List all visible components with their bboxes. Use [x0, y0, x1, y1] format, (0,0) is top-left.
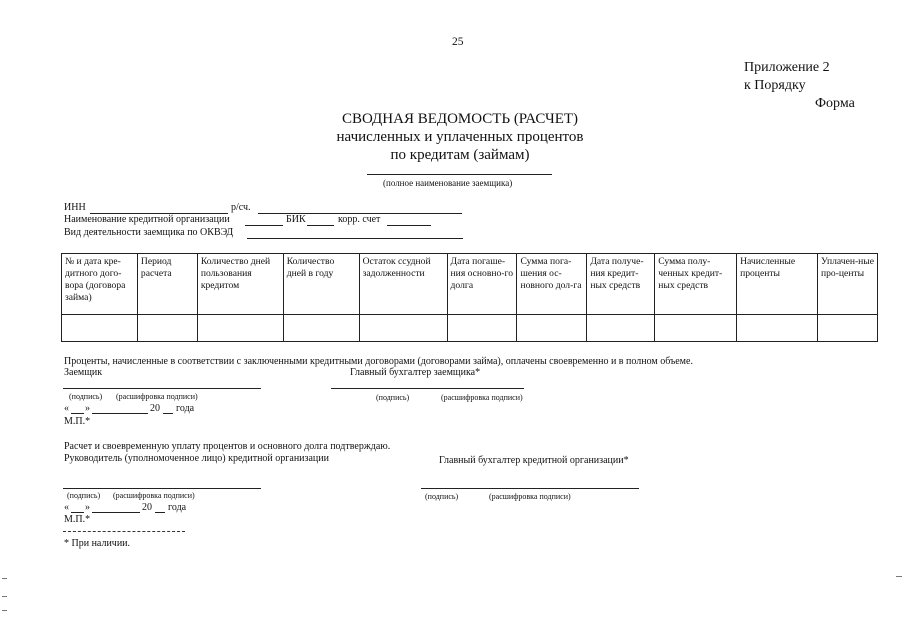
page-number: 25	[452, 36, 464, 48]
table-cell	[359, 315, 447, 342]
table-header-cell: Остаток ссудной задолженности	[359, 254, 447, 315]
bank-accountant-sign-caption: (подпись)	[425, 492, 459, 501]
borrower-name-line	[367, 174, 552, 175]
scan-edge-mark	[2, 596, 7, 597]
table-cell	[197, 315, 283, 342]
bank-name-line	[245, 225, 283, 226]
statement-paid: Проценты, начисленные в соответствии с заключенными кредитными договорами (договорами займа), оплачены своевременно и в полном объеме.	[64, 356, 693, 367]
table-header-cell: Дата получе-ния кредит-ных средств	[587, 254, 655, 315]
table-cell	[587, 315, 655, 342]
okved-line	[247, 238, 463, 239]
bank-head-sign-caption: (подпись)	[67, 491, 101, 500]
okved-label: Вид деятельности заемщика по ОКВЭД	[64, 227, 234, 238]
borrower-year-line	[163, 413, 173, 414]
borrower-accountant-signature-line	[331, 388, 524, 389]
table-header-cell: Количество дней пользования кредитом	[197, 254, 283, 315]
appendix-line-1: Приложение 2	[744, 60, 830, 75]
inn-label: ИНН	[64, 202, 86, 213]
borrower-name-caption: (полное наименование заемщика)	[383, 178, 513, 188]
bank-year-prefix: 20	[142, 502, 152, 513]
bik-line	[307, 225, 334, 226]
bank-year-suffix: года	[168, 502, 187, 513]
borrower-signature-line	[63, 388, 261, 389]
table-cell	[818, 315, 878, 342]
corr-account-label: корр. счет	[338, 214, 381, 225]
table-row	[62, 315, 878, 342]
table-header-cell: Уплачен-ные про-центы	[818, 254, 878, 315]
borrower-date-open-quote: «	[64, 403, 69, 414]
borrower-stamp: М.П.*	[64, 416, 91, 427]
document-title: СВОДНАЯ ВЕДОМОСТЬ (РАСЧЕТ)	[341, 111, 579, 127]
borrower-month-line	[92, 413, 148, 414]
borrower-day-line	[71, 413, 84, 414]
table-cell	[62, 315, 138, 342]
table-header-row	[62, 254, 878, 315]
table-header-cell: Количество дней в году	[283, 254, 359, 315]
bank-head-label: Руководитель (уполномоченное лицо) кредитной организации	[64, 453, 329, 464]
borrower-label: Заемщик	[64, 367, 103, 378]
bank-chief-accountant-label: Главный бухгалтер кредитной организации*	[439, 455, 629, 466]
table-header-cell: Сумма полу-ченных кредит-ных средств	[655, 254, 737, 315]
borrower-chief-accountant-label: Главный бухгалтер заемщика*	[350, 367, 481, 378]
scan-edge-mark	[2, 578, 7, 579]
borrower-accountant-decode-caption: (расшифровка подписи)	[441, 393, 523, 402]
bank-month-line	[92, 512, 140, 513]
table-header-cell: Начисленные проценты	[737, 254, 818, 315]
table-cell	[283, 315, 359, 342]
table-cell	[737, 315, 818, 342]
table-header-cell: Дата погаше-ния основно-го долга	[447, 254, 517, 315]
corr-account-line	[387, 225, 431, 226]
footnote: * При наличии.	[64, 538, 131, 549]
interest-table	[61, 253, 878, 342]
bank-year-line	[155, 512, 165, 513]
bank-accountant-decode-caption: (расшифровка подписи)	[489, 492, 571, 501]
scan-edge-mark	[896, 576, 902, 577]
document-subtitle-2: по кредитам (займам)	[390, 147, 530, 163]
document-subtitle-1: начисленных и уплаченных процентов	[336, 129, 584, 145]
table-cell	[655, 315, 737, 342]
table-cell	[137, 315, 197, 342]
bank-date-close-quote: »	[85, 502, 90, 513]
borrower-sign-caption: (подпись)	[69, 392, 103, 401]
table-cell	[447, 315, 517, 342]
table-header-cell: № и дата кре-дитного дого-вора (договора займа)	[62, 254, 138, 315]
scan-edge-mark	[2, 610, 7, 611]
table-cell	[517, 315, 587, 342]
footnote-separator	[63, 531, 185, 532]
bank-accountant-signature-line	[421, 488, 639, 489]
borrower-decode-caption: (расшифровка подписи)	[116, 392, 198, 401]
borrower-year-prefix: 20	[150, 403, 160, 414]
borrower-accountant-sign-caption: (подпись)	[376, 393, 410, 402]
borrower-year-suffix: года	[176, 403, 195, 414]
borrower-date-close-quote: »	[85, 403, 90, 414]
account-label: р/сч.	[231, 202, 251, 213]
appendix-line-2: к Порядку	[744, 78, 806, 93]
table-header-cell: Сумма пога-шения ос-новного дол-га	[517, 254, 587, 315]
bank-head-signature-line	[63, 488, 261, 489]
table-header-cell: Период расчета	[137, 254, 197, 315]
bank-name-label: Наименование кредитной организации	[64, 214, 230, 225]
bank-day-line	[71, 512, 84, 513]
bank-head-decode-caption: (расшифровка подписи)	[113, 491, 195, 500]
bank-stamp: М.П.*	[64, 514, 91, 525]
appendix-form-label: Форма	[815, 96, 855, 111]
bank-date-open-quote: «	[64, 502, 69, 513]
bik-label: БИК	[286, 214, 306, 225]
statement-confirm: Расчет и своевременную уплату процентов и основного долга подтверждаю.	[64, 441, 391, 452]
